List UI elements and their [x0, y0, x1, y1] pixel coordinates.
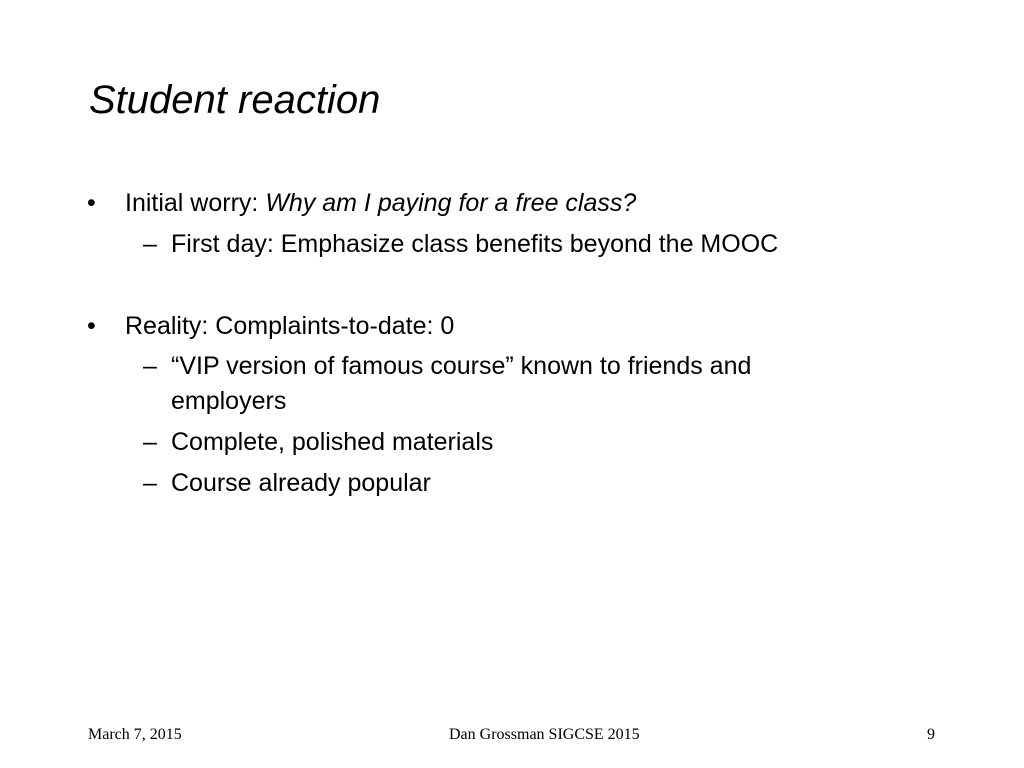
bullet-marker: •: [87, 189, 96, 217]
bullet-1-label: Initial worry:: [125, 189, 266, 217]
bullet-1-text: [125, 187, 636, 219]
sub-bullet-materials: Complete, polished materials: [171, 428, 494, 456]
sub-bullet-marker: –: [143, 352, 157, 380]
sub-bullet-vip-version-continued: employers: [171, 387, 287, 415]
footer-page-number: 9: [927, 726, 935, 743]
sub-bullet-marker: –: [143, 428, 157, 456]
bullet-1-italic-question: Why am I paying for a free class?: [265, 189, 637, 217]
sub-bullet-marker: –: [143, 230, 157, 258]
footer-presenter: Dan Grossman SIGCSE 2015: [449, 726, 640, 743]
bullet-marker: •: [87, 312, 96, 340]
bullet-2-text: Reality: Complaints-to-date: 0: [125, 312, 455, 340]
footer-date: March 7, 2015: [88, 726, 182, 743]
sub-bullet-popular: Course already popular: [171, 469, 431, 497]
sub-bullet-vip-version: “VIP version of famous course” known to friends and: [171, 352, 752, 380]
sub-bullet-marker: –: [143, 469, 157, 497]
sub-bullet-first-day: First day: Emphasize class benefits beyond the MOOC: [171, 230, 779, 258]
slide-title: Student reaction: [89, 78, 381, 122]
